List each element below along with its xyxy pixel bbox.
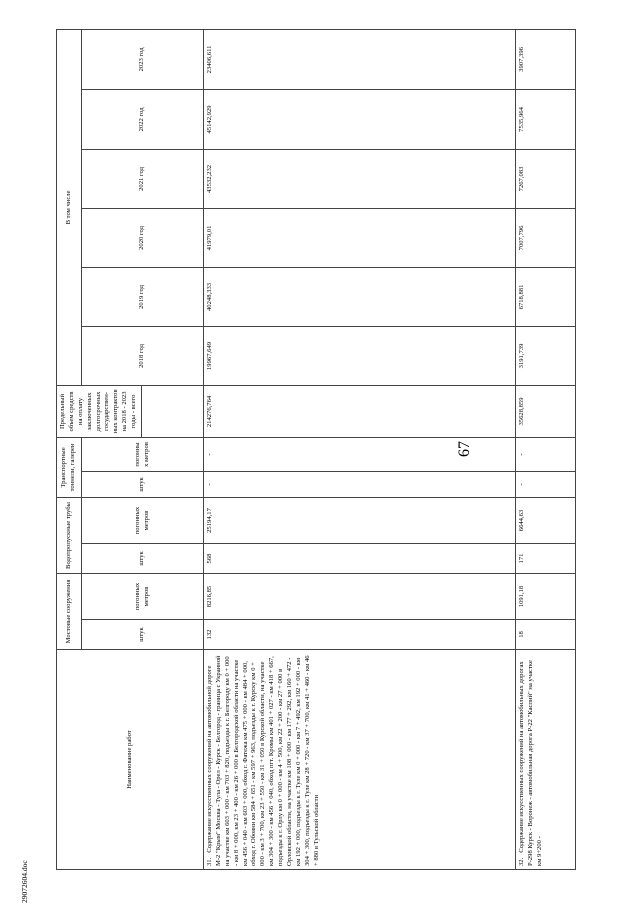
header-limit-cont [142, 385, 204, 437]
cell-2023: 23406,611 [204, 29, 516, 89]
table-row [204, 29, 516, 869]
cell-2018: 3191,739 [516, 326, 576, 385]
header-tunnels: Транспортные тоннели, галереи [57, 437, 82, 497]
header-year-2021: 2021 год [82, 149, 204, 208]
cell-tunnels-m: - [204, 437, 516, 471]
cell-2020: 7007,796 [516, 208, 576, 267]
header-tunnels-pcs: штук [82, 471, 204, 497]
cell-culverts-m: 6644,63 [516, 497, 576, 543]
header-culverts-pcs: штук [82, 543, 204, 573]
header-bridges: Мостовые сооружения [57, 573, 82, 649]
cell-culverts-pcs: 171 [516, 543, 576, 573]
header-bridges-pcs: штук [82, 620, 204, 650]
row-name [204, 650, 516, 870]
header-year-2019: 2019 год [82, 267, 204, 326]
row-number: 32. [518, 857, 526, 866]
works-table [56, 29, 576, 870]
cell-2019: 6718,881 [516, 267, 576, 326]
header-year-2018: 2018 год [82, 326, 204, 385]
header-culverts: Водопропускные трубы [57, 497, 82, 573]
cell-bridges-pcs: 18 [516, 620, 576, 650]
header-culverts-m: погонных метров [82, 497, 204, 543]
cell-culverts-m: 25194,17 [204, 497, 516, 543]
cell-total: 35628,859 [516, 385, 576, 437]
cell-tunnels-pcs: - [516, 471, 576, 497]
cell-2018: 19967,649 [204, 326, 516, 385]
cell-2019: 40248,333 [204, 267, 516, 326]
document-footer: 29072604.doc [20, 860, 29, 903]
cell-bridges-m: 1091,18 [516, 573, 576, 619]
cell-2022: 7535,964 [516, 89, 576, 149]
header-year-2020: 2020 год [82, 208, 204, 267]
row-name [516, 650, 576, 870]
cell-2021: 43532,232 [204, 149, 516, 208]
header-bridges-m: погонных метров [82, 573, 204, 619]
row-title: Содержание искусственных сооружений на автомобильных дорогах Р-298 Курск - Воронеж - автомобильная дорога Р-22 "Каспий" на участке км 9+200 - [518, 660, 543, 866]
cell-2022: 45142,929 [204, 89, 516, 149]
header-year-2023: 2023 год [82, 29, 204, 89]
cell-2021: 7267,083 [516, 149, 576, 208]
rotated-table-area [56, 30, 596, 870]
header-name: Наименование работ [57, 650, 204, 870]
cell-tunnels-pcs: - [204, 471, 516, 497]
cell-bridges-m: 8216,85 [204, 573, 516, 619]
page-number: 67 [456, 441, 473, 457]
cell-total: 214276,764 [204, 385, 516, 437]
row-title: Содержание искусственных сооружений на автомобильной дороге М-2 "Крым" Москва - Тула - Орел - Курск - Белгород - граница с Украиной на участке км 603 + 000 - км 703 + 820, подъезды к г. Белгороду км 0 + 000 - км 8 + 000, км 23 + 400 - км 26 + 000 в Белгородской области на участке км 456 + 040 - км 603 + 000, обход г. Фатежа км 475 + 000 - км 484 + 000, обход г. Обояни км 584 + 651 - км 597 + 963, подъезды к г. Курску км 0 + 000 - км 3 + 700, км 23 + 550 - км 31 + 050 в Курской области, на участке км 304 + 300 - км 456 + 040, обход пгт. Кромы км 401 + 027 - км 418 + 667, подъезды к г. Орлу км 0 + 000 - км 4 + 500, км 22 + 200 - км 27 + 000 в Орловской области, на участке км 108 + 000 - км 177 + 292, км 160 + 472 - км 192 + 000, подъезды к г. Туле км 0 + 000 - км 7 + 492, км 192 + 000 - км 304 + 300, подъезды к г. Туле км 28 + 720 - км 37 + 700, км 41 + 460 - км 46 + 880 в Тульской области [206, 655, 320, 866]
header-in-that: В том числе [57, 29, 82, 385]
table-row [516, 29, 576, 869]
cell-bridges-pcs: 132 [204, 620, 516, 650]
header-tunnels-m: погонных метров [82, 437, 204, 471]
row-number: 31. [206, 857, 214, 866]
header-limit: Предельный объем средств на оплату заключенных долгосрочных государствен-ных контрактов на 2018 - 2023 годы - всего [57, 385, 142, 437]
header-year-2022: 2022 год [82, 89, 204, 149]
cell-culverts-pcs: 568 [204, 543, 516, 573]
cell-2020: 41979,01 [204, 208, 516, 267]
cell-2023: 3907,396 [516, 29, 576, 89]
cell-tunnels-m: - [516, 437, 576, 471]
